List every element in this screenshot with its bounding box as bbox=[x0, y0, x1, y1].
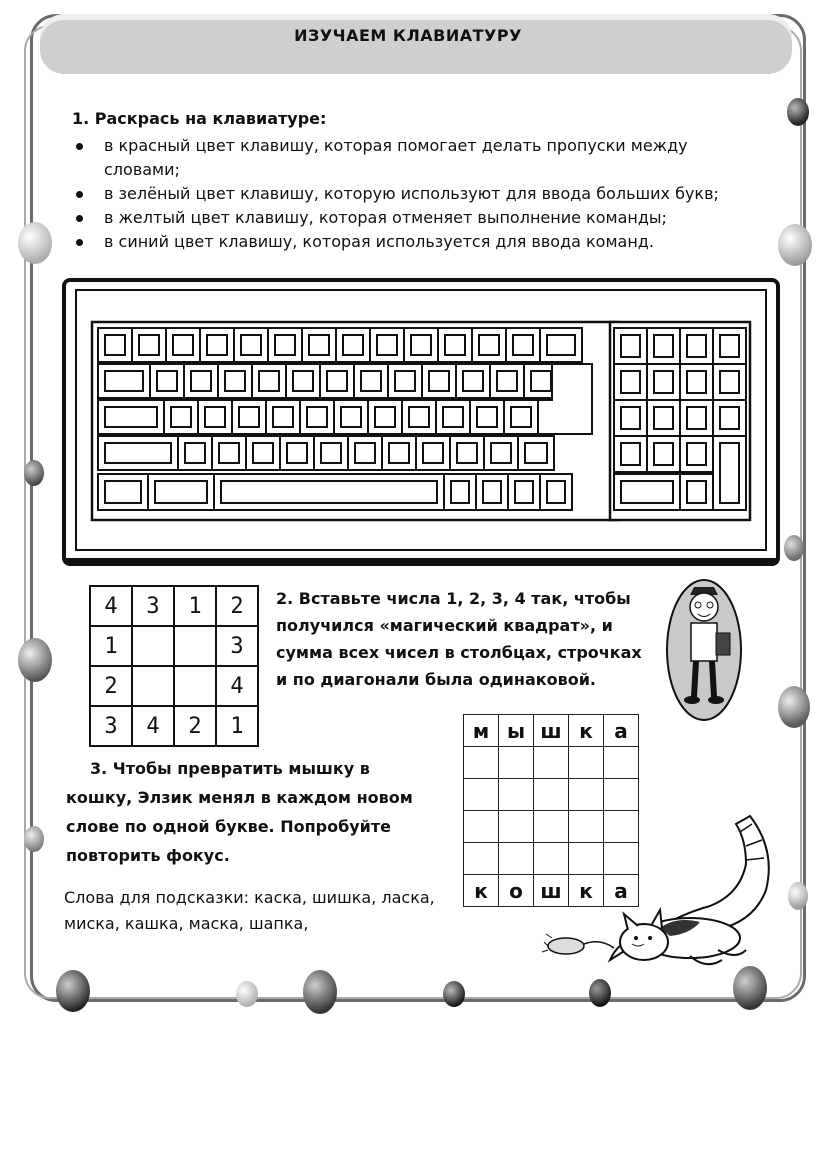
word-cell[interactable] bbox=[499, 779, 534, 811]
keyboard-key-cap bbox=[477, 407, 497, 427]
task1-list bbox=[72, 134, 762, 254]
keyboard-key-cap bbox=[445, 335, 465, 355]
keyboard-key-cap bbox=[443, 407, 463, 427]
keyboard-key-cap bbox=[105, 407, 157, 427]
list-item: в красный цвет клавишу, которая помогает делать пропуски между словами; bbox=[72, 134, 762, 182]
keyboard-key-cap bbox=[225, 371, 245, 391]
keyboard-illustration bbox=[62, 278, 782, 570]
magic-cell[interactable]: 4 bbox=[90, 586, 132, 626]
decor-ball bbox=[778, 686, 810, 728]
decor-ball bbox=[24, 826, 44, 852]
decor-ball bbox=[443, 981, 465, 1007]
keyboard-key-cap bbox=[105, 481, 141, 503]
word-cell[interactable] bbox=[499, 843, 534, 875]
word-cell[interactable]: м bbox=[464, 715, 499, 747]
keyboard-key-cap bbox=[341, 407, 361, 427]
magic-cell[interactable]: 4 bbox=[132, 706, 174, 746]
keyboard-key-cap bbox=[687, 481, 706, 503]
decor-ball bbox=[788, 882, 808, 910]
keyboard-key-cap bbox=[239, 407, 259, 427]
keyboard-key-cap bbox=[621, 371, 640, 393]
table-row bbox=[90, 586, 258, 626]
word-cell[interactable]: а bbox=[604, 715, 639, 747]
keyboard-key-cap bbox=[457, 443, 477, 463]
keyboard-key-cap bbox=[157, 371, 177, 391]
keyboard-key-cap bbox=[375, 407, 395, 427]
keyboard-key-cap bbox=[654, 443, 673, 465]
word-cell[interactable]: к bbox=[569, 715, 604, 747]
keyboard-key-cap bbox=[483, 481, 501, 503]
word-cell[interactable] bbox=[534, 779, 569, 811]
magic-cell[interactable] bbox=[132, 626, 174, 666]
word-cell[interactable] bbox=[604, 779, 639, 811]
decor-ball bbox=[303, 970, 337, 1014]
word-cell[interactable] bbox=[464, 747, 499, 779]
keyboard-key-cap bbox=[513, 335, 533, 355]
cat-illustration bbox=[540, 810, 790, 980]
keyboard-key-cap bbox=[621, 481, 673, 503]
keyboard-key-cap bbox=[525, 443, 547, 463]
keyboard-key-cap bbox=[389, 443, 409, 463]
keyboard-key-cap bbox=[185, 443, 205, 463]
word-cell[interactable] bbox=[604, 747, 639, 779]
keyboard-key-cap bbox=[654, 335, 673, 357]
word-cell[interactable] bbox=[534, 747, 569, 779]
keyboard-key-cap bbox=[241, 335, 261, 355]
keyboard-key-cap bbox=[515, 481, 533, 503]
magic-cell[interactable]: 4 bbox=[216, 666, 258, 706]
keyboard-key-cap bbox=[377, 335, 397, 355]
keyboard-key-cap bbox=[173, 335, 193, 355]
keyboard-key-cap bbox=[105, 443, 171, 463]
magic-cell[interactable] bbox=[174, 666, 216, 706]
keyboard-key-cap bbox=[221, 481, 437, 503]
keyboard-key-cap bbox=[429, 371, 449, 391]
table-row bbox=[90, 666, 258, 706]
magic-cell[interactable]: 1 bbox=[174, 586, 216, 626]
page-title: ИЗУЧАЕМ КЛАВИАТУРУ bbox=[294, 26, 522, 45]
keyboard-key-cap bbox=[409, 407, 429, 427]
keyboard-key-cap bbox=[191, 371, 211, 391]
table-row bbox=[90, 626, 258, 666]
keyboard-key-cap bbox=[687, 407, 706, 429]
keyboard-key-cap bbox=[105, 371, 143, 391]
word-cell[interactable] bbox=[499, 747, 534, 779]
task2-text: 2. Вставьте числа 1, 2, 3, 4 так, чтобы получился «магический квадрат», и сумма всех чисел в столбцах, строчках и по диагонали была одинаковой. bbox=[276, 589, 642, 689]
hint-text: Слова для подсказки: каска, шишка, ласка, миска, кашка, маска, шапка, bbox=[64, 888, 435, 933]
keyboard-key-cap bbox=[497, 371, 517, 391]
keyboard-key-cap bbox=[621, 443, 640, 465]
magic-cell[interactable]: 3 bbox=[216, 626, 258, 666]
keyboard-key-cap bbox=[547, 335, 575, 355]
word-cell[interactable]: к bbox=[464, 875, 499, 907]
word-cell[interactable] bbox=[464, 843, 499, 875]
keyboard-key-cap bbox=[309, 335, 329, 355]
keyboard-key-cap bbox=[687, 443, 706, 465]
word-cell[interactable] bbox=[464, 779, 499, 811]
keyboard-key-cap bbox=[275, 335, 295, 355]
decor-ball bbox=[24, 460, 44, 486]
keyboard-key-cap bbox=[491, 443, 511, 463]
keyboard-key-cap bbox=[395, 371, 415, 391]
word-cell[interactable]: а bbox=[604, 875, 639, 907]
magic-cell[interactable] bbox=[174, 626, 216, 666]
magic-cell[interactable]: 3 bbox=[90, 706, 132, 746]
keyboard-key-cap bbox=[273, 407, 293, 427]
magic-cell[interactable] bbox=[132, 666, 174, 706]
decor-ball bbox=[18, 638, 52, 682]
keyboard-key-cap bbox=[531, 371, 551, 391]
keyboard-key-cap bbox=[219, 443, 239, 463]
mouse-illustration bbox=[542, 934, 614, 954]
keyboard-key-cap bbox=[479, 335, 499, 355]
keyboard-key-cap bbox=[207, 335, 227, 355]
keyboard-key-cap bbox=[511, 407, 531, 427]
keyboard-key-cap bbox=[621, 407, 640, 429]
keyboard-key-cap bbox=[423, 443, 443, 463]
keyboard-key-cap bbox=[720, 371, 739, 393]
magic-cell[interactable]: 2 bbox=[90, 666, 132, 706]
keyboard-key-cap bbox=[361, 371, 381, 391]
keyboard-key-cap bbox=[321, 443, 341, 463]
keyboard-key-cap bbox=[687, 335, 706, 357]
keyboard-key-cap bbox=[139, 335, 159, 355]
decor-ball bbox=[778, 224, 812, 266]
table-row bbox=[464, 779, 639, 811]
task3-text: 3. Чтобы превратить мышку в кошку, Элзик менял в каждом новом слове по одной букве. Попробуйте повторить фокус. bbox=[66, 759, 413, 865]
magic-square bbox=[89, 585, 259, 747]
keyboard-key-cap bbox=[253, 443, 273, 463]
magic-cell[interactable]: 2 bbox=[216, 586, 258, 626]
decor-ball bbox=[56, 970, 90, 1012]
table-row bbox=[464, 715, 639, 747]
keyboard-key-cap bbox=[720, 407, 739, 429]
word-cell[interactable] bbox=[569, 747, 604, 779]
word-cell[interactable]: ш bbox=[534, 715, 569, 747]
decor-ball bbox=[236, 981, 258, 1007]
list-item: в желтый цвет клавишу, которая отменяет выполнение команды; bbox=[72, 206, 762, 230]
keyboard-key-cap bbox=[307, 407, 327, 427]
magic-cell[interactable]: 1 bbox=[90, 626, 132, 666]
keyboard-key-cap bbox=[171, 407, 191, 427]
word-cell[interactable] bbox=[569, 779, 604, 811]
word-cell[interactable]: к bbox=[569, 875, 604, 907]
decor-ball bbox=[784, 535, 804, 561]
decor-ball bbox=[18, 222, 52, 264]
word-cell[interactable] bbox=[499, 811, 534, 843]
magic-cell[interactable]: 1 bbox=[216, 706, 258, 746]
keyboard-key-cap bbox=[259, 371, 279, 391]
keyboard-key-cap bbox=[654, 371, 673, 393]
magic-cell[interactable]: 3 bbox=[132, 586, 174, 626]
keyboard-key-cap bbox=[327, 371, 347, 391]
keyboard-key-cap bbox=[720, 335, 739, 357]
keyboard-key-cap bbox=[293, 371, 313, 391]
keyboard-key-cap bbox=[343, 335, 363, 355]
keyboard-key-cap bbox=[654, 407, 673, 429]
keyboard-key-cap bbox=[287, 443, 307, 463]
keyboard-key-cap bbox=[451, 481, 469, 503]
keyboard-key-cap bbox=[155, 481, 207, 503]
list-item: в синий цвет клавишу, которая используется для ввода команд. bbox=[72, 230, 762, 254]
keyboard-key-cap bbox=[205, 407, 225, 427]
word-cell[interactable]: ы bbox=[499, 715, 534, 747]
word-cell[interactable]: ш bbox=[534, 875, 569, 907]
keyboard-key-cap bbox=[463, 371, 483, 391]
magic-cell[interactable]: 2 bbox=[174, 706, 216, 746]
decor-ball bbox=[589, 979, 611, 1007]
keyboard-key-cap bbox=[547, 481, 565, 503]
keyboard-key-cap bbox=[687, 371, 706, 393]
keyboard-key-cap bbox=[411, 335, 431, 355]
keyboard-key-cap bbox=[355, 443, 375, 463]
keyboard-key-cap bbox=[621, 335, 640, 357]
word-cell[interactable] bbox=[464, 811, 499, 843]
word-cell[interactable]: о bbox=[499, 875, 534, 907]
task1-heading: 1. Раскрась на клавиатуре: bbox=[72, 109, 327, 128]
table-row bbox=[464, 747, 639, 779]
table-row bbox=[90, 706, 258, 746]
list-item: в зелёный цвет клавишу, которую используют для ввода больших букв; bbox=[72, 182, 762, 206]
keyboard-key-cap bbox=[720, 443, 739, 503]
boy-illustration bbox=[664, 577, 744, 723]
keyboard-key-cap bbox=[105, 335, 125, 355]
decor-ball bbox=[787, 98, 809, 126]
